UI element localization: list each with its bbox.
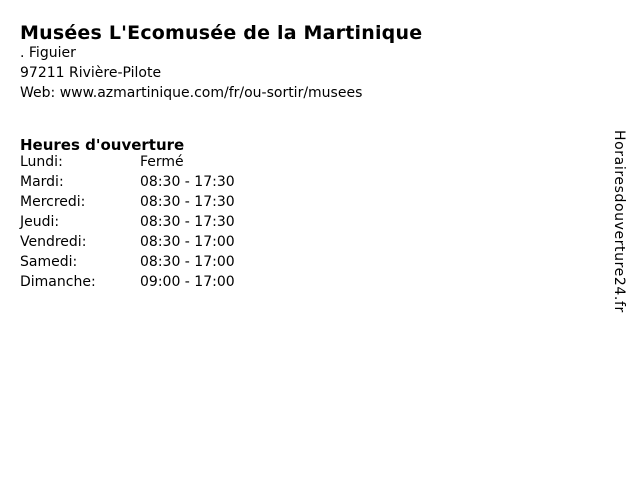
page-title: Musées L'Ecomusée de la Martinique [20,21,423,44]
hours-row [20,172,235,192]
day-label: Vendredi: [20,234,87,250]
day-label: Mardi: [20,174,64,190]
day-label: Samedi: [20,254,78,270]
day-label: Lundi: [20,154,63,170]
time-value: Fermé [140,154,184,170]
time-value: 08:30 - 17:00 [140,254,235,270]
hours-row [20,272,235,292]
time-value: 08:30 - 17:00 [140,234,235,250]
hours-row [20,152,235,172]
website-line: Web: www.azmartinique.com/fr/ou-sortir/musees [20,85,363,101]
time-value: 08:30 - 17:30 [140,174,235,190]
hours-row [20,232,235,252]
site-watermark: Horairesdouverture24.fr [611,130,627,313]
opening-hours-list [20,152,235,292]
hours-row [20,192,235,212]
day-label: Mercredi: [20,194,86,210]
opening-hours-heading: Heures d'ouverture [20,136,185,155]
time-value: 08:30 - 17:30 [140,214,235,230]
address-line-2: 97211 Rivière-Pilote [20,65,162,81]
time-value: 09:00 - 17:00 [140,274,235,290]
day-label: Dimanche: [20,274,96,290]
address-line-1: . Figuier [20,45,76,61]
hours-row [20,212,235,232]
address-block [20,43,362,103]
time-value: 08:30 - 17:30 [140,194,235,210]
day-label: Jeudi: [20,214,60,230]
hours-row [20,252,235,272]
